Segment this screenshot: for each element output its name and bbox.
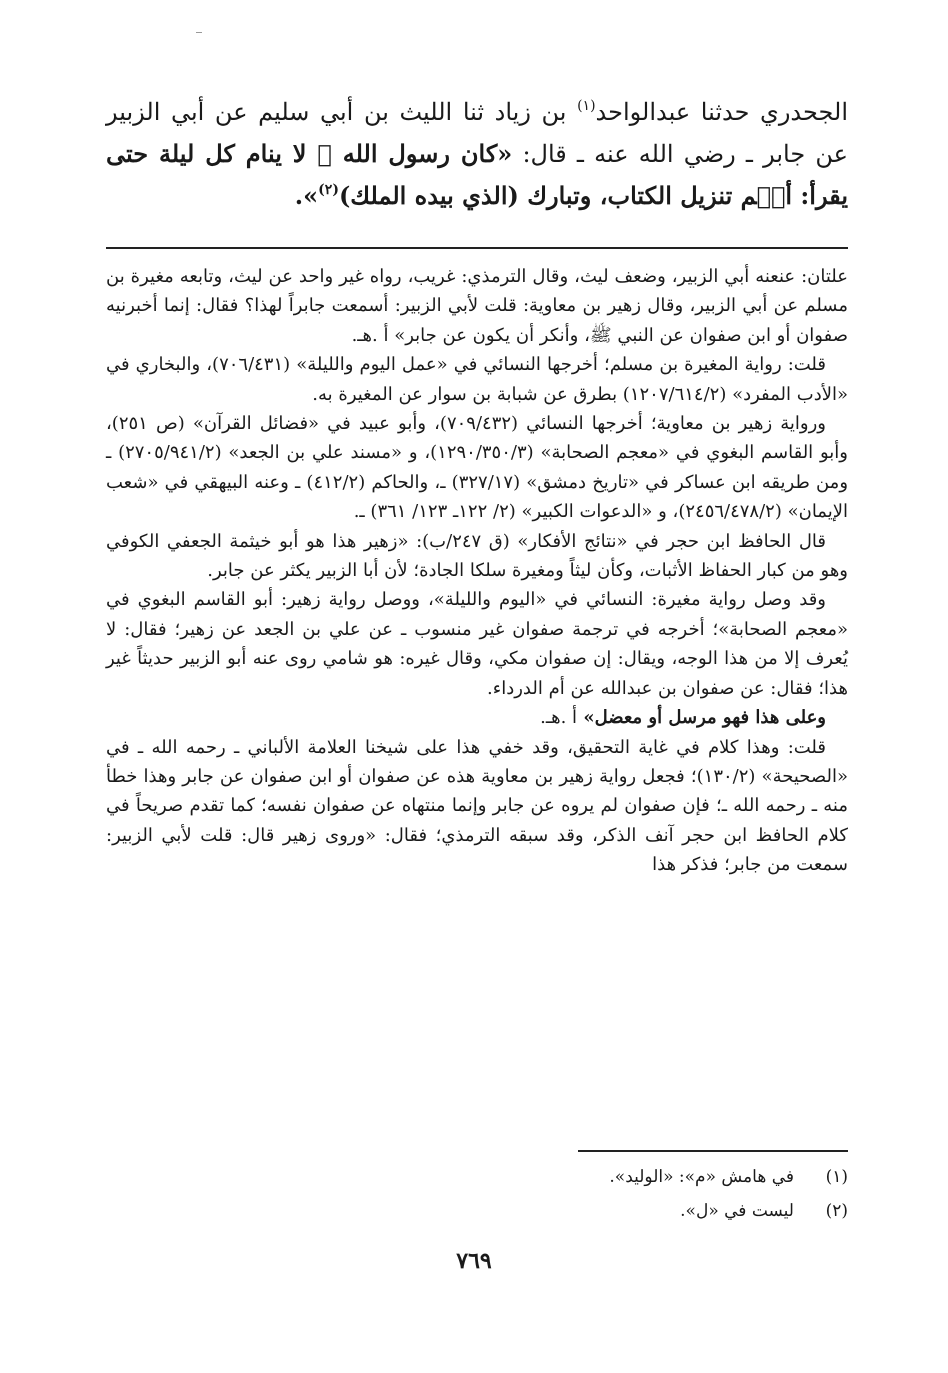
scan-mark [196, 32, 202, 33]
footnote-number: (٢) [825, 1201, 848, 1221]
commentary [106, 262, 848, 880]
hadith-chain-cont: بن زياد ثنا الليث بن أبي سليم عن أبي الزبير عن جابر ـ رضي الله عنه ـ قال: [106, 98, 848, 168]
footnote-text: في هامش «م»: «الوليد». [609, 1167, 794, 1187]
commentary-paragraph-1: علتان: عنعنه أبي الزبير، وضعف ليث، وقال الترمذي: غريب، رواه غير واحد عن ليث، وتابعه مغيرة بن مسلم عن أبي الزبير، وقال زهير بن معاوية: قلت لأبي الزبير: أسمعت جابراً لهذا؟ فقال: إنما أخبرنيه صفوان أو ابن صفوان عن النبي ﷺ، وأنكر أن يكون عن جابر» أ .هـ. [106, 266, 848, 346]
commentary-paragraph-3: ورواية زهير بن معاوية؛ أخرجها النسائي (٧٠٩/٤٣٢)، وأبو عبيد في «فضائل القرآن» (ص ٢٥١)، وأبو القاسم البغوي في «معجم الصحابة» (١٢٩٠/٣٥٠/٣)، و «مسند علي بن الجعد» (٢٧٠٥/٩٤١/٢) ـ ومن طريقه ابن عساكر في «تاريخ دمشق» (٣٢٧/١٧) ـ، والحاكم (٤١٢/٢) ـ وعنه البيهقي في «شعب الإيمان» (٢٤٥٦/٤٧٨/٢)، و «الدعوات الكبير» (٢/ ١٢٢ـ ١٢٣/ ٣٦١) ـ. [106, 413, 849, 523]
footnote-marker-2[interactable]: (٢) [318, 182, 339, 198]
commentary-paragraph-4: قال الحافظ ابن حجر في «نتائج الأفكار» (ق ٢٤٧/ب): «زهير هذا هو أبو خيثمة الجعفي الكوفي وهو من كبار الحفاظ الأثبات، وكأن ليثاً ومغيرة سلكا الجادة؛ لأن أبا الزبير يكثر عن جابر. [106, 530, 848, 582]
hadith-chain: الجحدري حدثنا عبدالواحد [595, 98, 848, 126]
footnote-1 [106, 1160, 848, 1194]
footnote-text: ليست في «ل». [680, 1201, 794, 1221]
footnote-separator [578, 1150, 848, 1152]
commentary-paragraph-2: قلت: رواية المغيرة بن مسلم؛ أخرجها النسائي في «عمل اليوم والليلة» (٧٠٦/٤٣١)، والبخاري في «الأدب المفرد» (١٢٠٧/٦١٤/٢) بطرق عن شبابة بن سوار عن المغيرة به. [106, 354, 848, 405]
text-separator [106, 247, 848, 249]
commentary-paragraph-5: وقد وصل رواية مغيرة: النسائي في «اليوم والليلة»، ووصل رواية زهير: أبو القاسم البغوي في «معجم الصحابة»؛ أخرجه في ترجمة صفوان غير منسوب ـ عن علي بن الجعد عن زهير؛ فقال: لا يُعرف إلا من هذا الوجه، ويقال: إن صفوان مكي، وقال غيره: هو شامي روى عنه أبو الزبير حديثاً غير هذا؛ فقال: عن صفوان بن عبدالله عن أم الدرداء. [106, 589, 848, 699]
hadith-paragraph [106, 92, 848, 217]
hadith-text [106, 92, 848, 217]
commentary-paragraph-7: قلت: وهذا كلام في غاية التحقيق، وقد خفي هذا على شيخنا العلامة الألباني ـ رحمه الله ـ في «الصحيحة» (١٣٠/٢)؛ فجعل رواية زهير بن معاوية هذه عن صفوان أو ابن صفوان عن جابر وهذا خطأ منه ـ رحمه الله ـ؛ فإن صفوان لم يروه عن جابر وإنما منتهاه عن صفوان نفسه؛ كما تقدم صريحاً في كلام الحافظ ابن حجر آنف الذكر، وقد سبقه الترمذي؛ فقال: «وروى زهير قال: قلت لأبي الزبير: سمعت من جابر؛ فذكر هذا [106, 736, 848, 876]
hadith-matn-end: ». [294, 181, 319, 210]
conclusion-end: أ .هـ. [540, 707, 578, 729]
commentary-paragraph-6 [106, 703, 848, 732]
page-number: ٧٦٩ [456, 1248, 492, 1274]
footnote-number: (١) [825, 1167, 848, 1187]
footnotes [106, 1160, 848, 1228]
hadith-matn: «كان رسول الله ﷺ لا ينام كل ليلة حتى يقرأ: ألۤم تنزيل الكتاب، وتبارك (الذي بيده الملك) [106, 139, 848, 210]
conclusion-bold: وعلى هذا فهو مرسل أو معضل» [577, 707, 826, 729]
footnote-marker-1[interactable]: (١) [577, 98, 596, 114]
footnote-2 [106, 1194, 848, 1228]
